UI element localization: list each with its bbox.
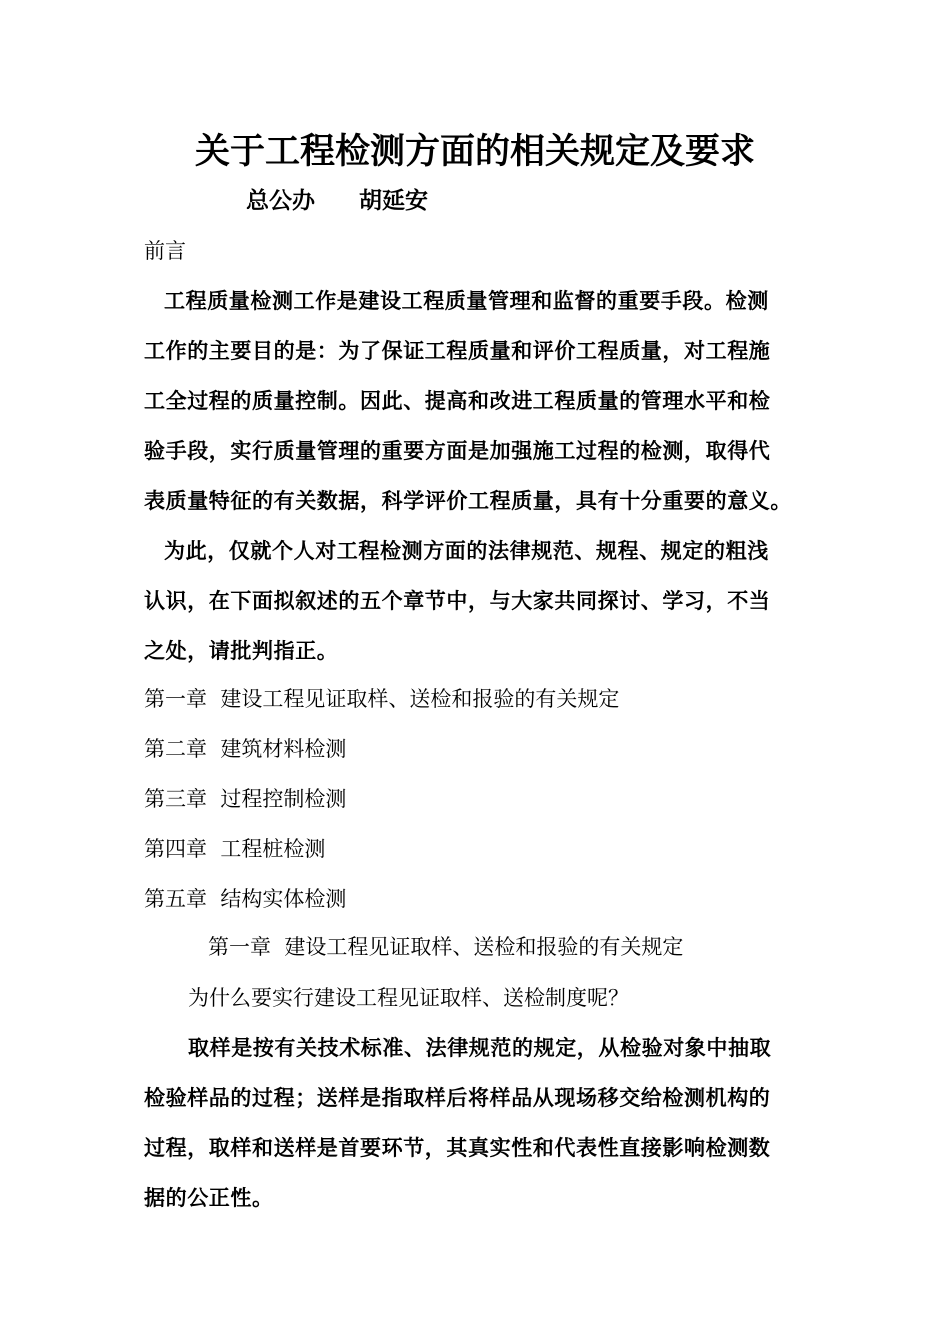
toc-item: 第二章 建筑材料检测 (144, 737, 347, 761)
question-line: 为什么要实行建设工程见证取样、送检制度呢？ (188, 986, 629, 1010)
paragraph-line: 表质量特征的有关数据，科学评价工程质量，具有十分重要的意义。 (144, 488, 792, 513)
paragraph-line: 据的公正性。 (144, 1185, 274, 1210)
toc-item: 第五章 结构实体检测 (144, 887, 347, 911)
author-name: 胡延安 (359, 187, 428, 214)
paragraph-line: 工全过程的质量控制。因此、提高和改进工程质量的管理水平和检 (144, 388, 771, 413)
paragraph-line: 工程质量检测工作是建设工程质量管理和监督的重要手段。检测 (164, 288, 769, 313)
toc-item: 第四章 工程桩检测 (144, 837, 326, 861)
chapter-heading: 第一章 建设工程见证取样、送检和报验的有关规定 (208, 935, 684, 959)
preface-heading: 前言 (144, 239, 186, 263)
toc-item: 第一章 建设工程见证取样、送检和报验的有关规定 (144, 687, 620, 711)
paragraph-line: 工作的主要目的是：为了保证工程质量和评价工程质量，对工程施 (144, 338, 771, 363)
author-line (246, 184, 428, 218)
paragraph-line: 认识，在下面拟叙述的五个章节中，与大家共同探讨、学习，不当 (144, 588, 771, 613)
paragraph-line: 取样是按有关技术标准、法律规范的规定，从检验对象中抽取 (188, 1035, 772, 1060)
paragraph-line: 过程，取样和送样是首要环节，其真实性和代表性直接影响检测数 (144, 1135, 771, 1160)
paragraph-line: 为此，仅就个人对工程检测方面的法律规范、规程、规定的粗浅 (164, 538, 769, 563)
author-department: 总公办 (246, 187, 315, 214)
document-title: 关于工程检测方面的相关规定及要求 (194, 131, 755, 172)
paragraph-line: 验手段，实行质量管理的重要方面是加强施工过程的检测，取得代 (144, 438, 771, 463)
toc-item: 第三章 过程控制检测 (144, 787, 347, 811)
paragraph-line: 之处，请批判指正。 (144, 638, 339, 663)
paragraph-line: 检验样品的过程；送样是指取样后将样品从现场移交给检测机构的 (144, 1085, 771, 1110)
